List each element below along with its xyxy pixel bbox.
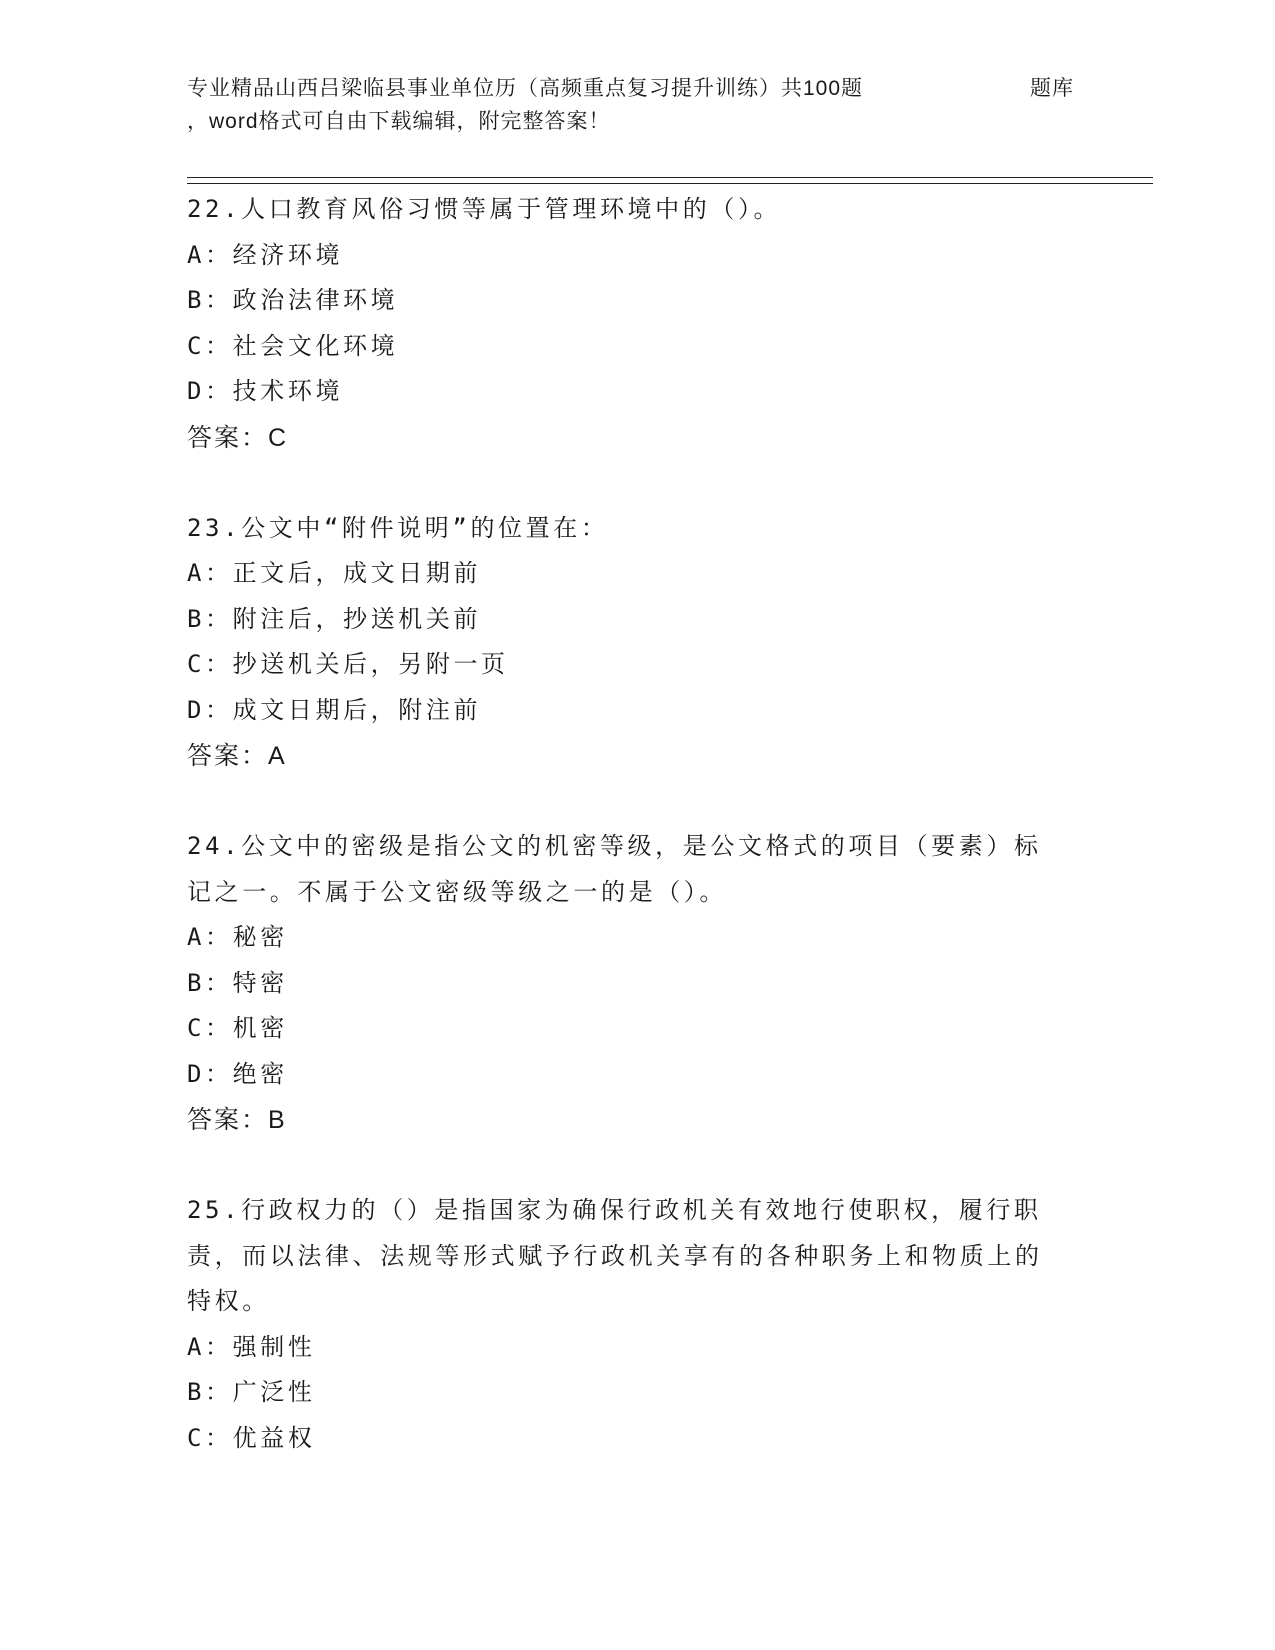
header-subtitle: ，word格式可自由下载编辑，附完整答案！: [187, 110, 611, 133]
question-item: [187, 1188, 1087, 1461]
option-d: D：成文日期后，附注前: [187, 695, 482, 724]
answer-text: 答案：C: [187, 423, 289, 452]
question-stem: 22.人口教育风俗习惯等属于管理环境中的（）。: [187, 195, 782, 223]
option-a: A：强制性: [187, 1332, 316, 1361]
option-c: C：抄送机关后，另附一页: [187, 650, 509, 678]
option-d: D：技术环境: [187, 377, 344, 405]
answer-text: 答案：A: [187, 742, 287, 770]
option-b: B：附注后，抄送机关前: [187, 604, 482, 633]
header-title-suffix: 题库: [1030, 77, 1074, 100]
question-stem: 23.公文中“附件说明”的位置在：: [187, 513, 609, 542]
question-item: [187, 187, 1087, 461]
question-stem: 25.行政权力的（）是指国家为确保行政机关有效地行使职权，履行职责，而以法律、法规等形式赋予行政机关享有的各种职务上和物质上的特权。: [187, 1196, 1043, 1315]
header-divider-top: [187, 177, 1153, 178]
option-a: A：秘密: [187, 923, 288, 951]
question-item: [187, 506, 1087, 780]
option-b: B：广泛性: [187, 1378, 316, 1406]
option-c: C：社会文化环境: [187, 331, 399, 360]
document-header: [187, 72, 1087, 138]
option-c: C：优益权: [187, 1423, 316, 1452]
option-d: D：绝密: [187, 1059, 288, 1088]
option-b: B：特密: [187, 968, 288, 997]
header-line-1: [187, 72, 1087, 105]
question-stem: 24.公文中的密级是指公文的机密等级，是公文格式的项目（要素）标记之一。不属于公文密级等级之一的是（）。: [187, 832, 1042, 906]
header-title: 专业精品山西吕梁临县事业单位历（高频重点复习提升训练）共100题: [187, 77, 864, 100]
option-b: B：政治法律环境: [187, 286, 399, 314]
option-a: A：正文后，成文日期前: [187, 559, 482, 587]
option-a: A：经济环境: [187, 240, 344, 269]
option-c: C：机密: [187, 1014, 288, 1042]
question-list: [187, 187, 1087, 1461]
header-divider-bottom: [187, 183, 1153, 184]
question-item: [187, 824, 1087, 1143]
answer-text: 答案：B: [187, 1106, 287, 1134]
